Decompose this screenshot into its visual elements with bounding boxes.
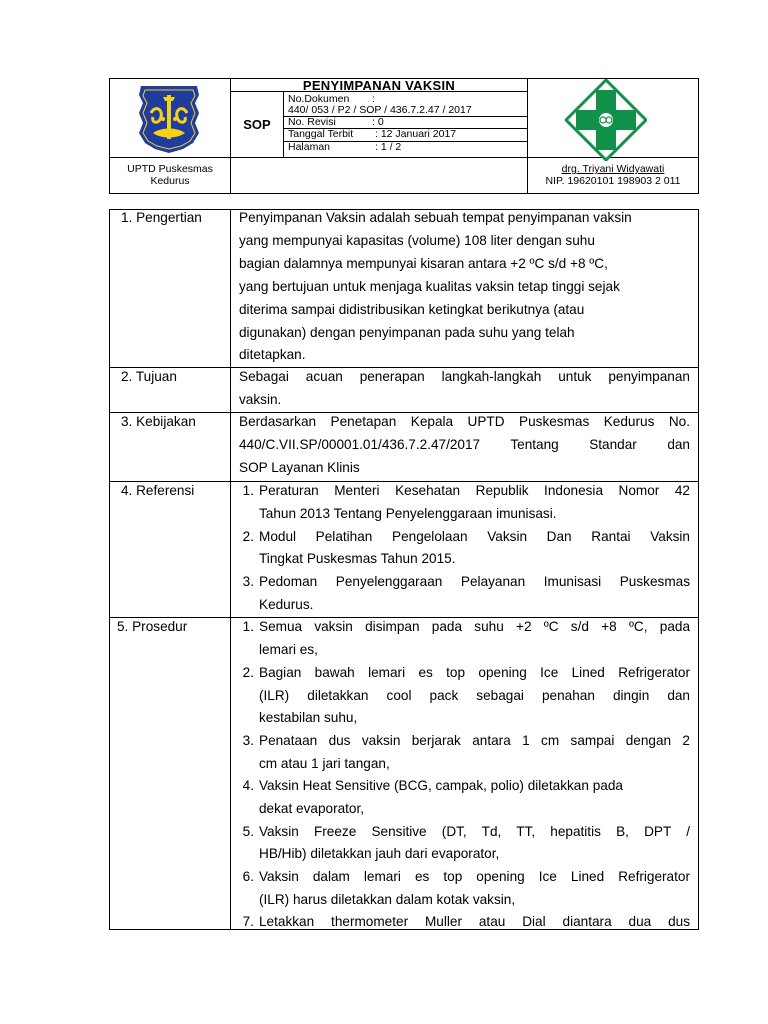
- kebijakan-line: Berdasarkan Penetapan Kepala UPTD Puskesmas Kedurus No.: [239, 414, 690, 429]
- referensi-number: 1.: [242, 483, 254, 498]
- section-label-prosedur: 5. Prosedur: [117, 619, 188, 634]
- tujuan-line: vaksin.: [239, 392, 282, 407]
- pengertian-line: diterima sampai didistribusikan ketingkat berikutnya (atau: [239, 302, 585, 317]
- prosedur-line: lemari es,: [259, 642, 318, 657]
- section-label-pengertian: 1. Pengertian: [121, 210, 202, 225]
- tujuan-line: Sebagai acuan penerapan langkah-langkah untuk penyimpanan: [239, 369, 690, 384]
- prosedur-number: 6.: [242, 869, 254, 884]
- prosedur-line: Vaksin dalam lemari es top opening Ice Lined Refrigerator: [259, 869, 690, 884]
- prosedur-number: 2.: [242, 665, 254, 680]
- doc-number-value: 440/ 053 / P2 / SOP / 436.7.2.47 / 2017: [288, 104, 472, 116]
- sop-label: SOP: [243, 117, 271, 132]
- referensi-number: 2.: [242, 529, 254, 544]
- doc-number-label: No.Dokumen: [288, 93, 350, 105]
- pengertian-line: yang mempunyai kapasitas (volume) 108 liter dengan suhu: [239, 233, 595, 248]
- revision-value: : 0: [372, 116, 384, 128]
- prosedur-line: Vaksin Freeze Sensitive (DT, Td, TT, hepatitis B, DPT /: [259, 824, 690, 839]
- section-label-tujuan: 2. Tujuan: [121, 369, 177, 384]
- prosedur-line: HB/Hib) diletakkan jauh dari evaporator,: [259, 846, 500, 861]
- prosedur-number: 3.: [242, 733, 254, 748]
- section-label-referensi: 4. Referensi: [121, 483, 195, 498]
- pengertian-line: Penyimpanan Vaksin adalah sebuah tempat penyimpanan vaksin: [239, 210, 632, 225]
- signatory-name: drg. Triyani Widyawati: [561, 163, 665, 175]
- section-label-kebijakan: 3. Kebijakan: [121, 414, 196, 429]
- prosedur-number: 7.: [242, 914, 254, 929]
- referensi-line: Tingkat Puskesmas Tahun 2015.: [259, 551, 456, 566]
- pengertian-line: ditetapkan.: [239, 347, 306, 362]
- prosedur-line: kestabilan suhu,: [259, 710, 358, 725]
- referensi-line: Kedurus.: [259, 597, 314, 612]
- pengertian-line: digunakan) dengan penyimpanan pada suhu yang telah: [239, 325, 575, 340]
- doc-number-colon: :: [372, 93, 375, 105]
- document-title: PENYIMPANAN VAKSIN: [302, 78, 456, 93]
- kebijakan-line: 440/C.VII.SP/00001.01/436.7.2.47/2017 Tentang Standar dan: [239, 437, 690, 452]
- page-value: : 1 / 2: [375, 141, 402, 153]
- referensi-line: Pedoman Penyelenggaraan Pelayanan Imunisasi Puskesmas: [259, 574, 690, 589]
- prosedur-number: 4.: [242, 778, 254, 793]
- prosedur-line: Bagian bawah lemari es top opening Ice Lined Refrigerator: [259, 665, 690, 680]
- referensi-number: 3.: [242, 574, 254, 589]
- signatory-nip: NIP. 19620101 198903 2 011: [545, 175, 681, 187]
- prosedur-line: Semua vaksin disimpan pada suhu +2 ºC s/d +8 ºC, pada: [259, 619, 690, 634]
- prosedur-line: (ILR) diletakkan cool pack sebagai penahan dingin dan: [259, 688, 690, 703]
- referensi-line: Peraturan Menteri Kesehatan Republik Indonesia Nomor 42: [259, 483, 690, 498]
- prosedur-line: dekat evaporator,: [259, 801, 365, 816]
- prosedur-line: cm atau 1 jari tangan,: [259, 756, 390, 771]
- prosedur-line: Penataan dus vaksin berjarak antara 1 cm sampai dengan 2: [259, 733, 690, 748]
- issue-date-label: Tanggal Terbit: [288, 128, 354, 140]
- issue-date-value: : 12 Januari 2017: [375, 128, 457, 140]
- kebijakan-line: SOP Layanan Klinis: [239, 460, 360, 475]
- referensi-line: Modul Pelatihan Pengelolaan Vaksin Dan Rantai Vaksin: [259, 529, 690, 544]
- pengertian-line: yang bertujuan untuk menjaga kualitas vaksin tetap tinggi sejak: [239, 279, 620, 294]
- revision-label: No. Revisi: [288, 116, 336, 128]
- prosedur-number: 5.: [242, 824, 254, 839]
- prosedur-line: (ILR) harus diletakkan dalam kotak vaksin,: [259, 892, 516, 907]
- prosedur-line: Vaksin Heat Sensitive (BCG, campak, polio) diletakkan pada: [259, 778, 623, 793]
- city-emblem-icon: [133, 83, 205, 155]
- pengertian-line: bagian dalamnya mempunyai kisaran antara +2 ºC s/d +8 ºC,: [239, 256, 608, 271]
- puskesmas-cross-icon: [565, 79, 647, 161]
- institution-line-1: UPTD Puskesmas: [127, 163, 213, 175]
- institution-line-2: Kedurus: [150, 175, 190, 187]
- page-label: Halaman: [288, 141, 331, 153]
- prosedur-line: Letakkan thermometer Muller atau Dial diantara dua dus: [259, 914, 690, 929]
- prosedur-number: 1.: [242, 619, 254, 634]
- referensi-line: Tahun 2013 Tentang Penyelenggaraan imunisasi.: [259, 506, 557, 521]
